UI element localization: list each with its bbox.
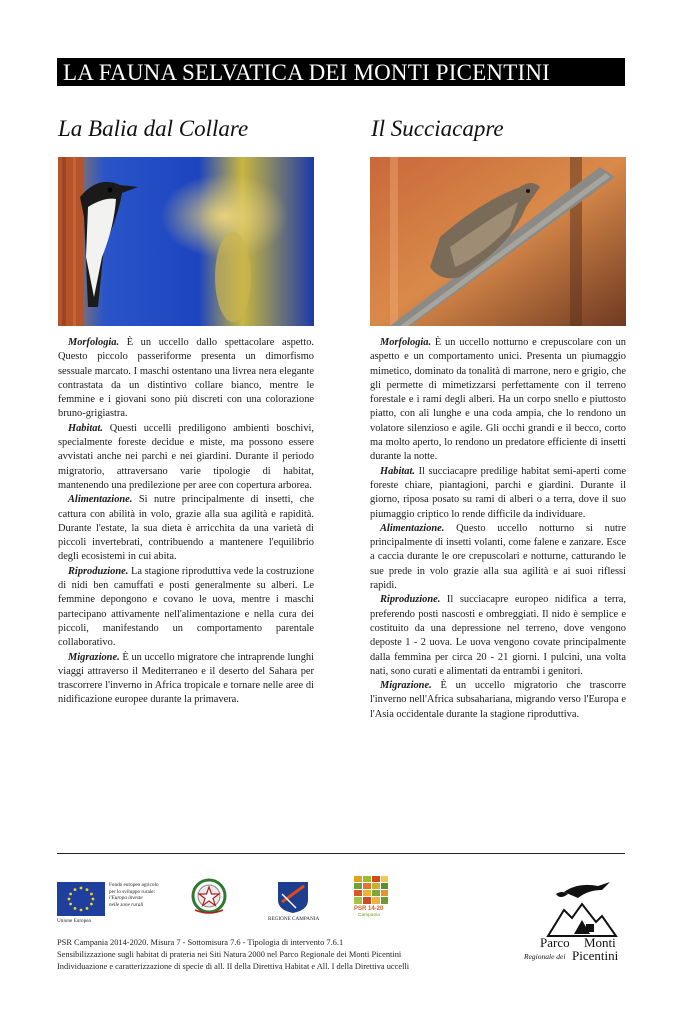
psr-mosaic-icon [354,876,388,904]
italian-republic-emblem [190,876,230,926]
psr-logo [354,876,394,926]
funding-line: Sensibilizzazione sugli habitat di prateria nei Siti Natura 2000 nel Parco Regionale dei Monti Picentini [57,950,402,959]
paragraph-habitat: Habitat. Il succiacapre predilige habitat semi-aperti come foreste chiare, piantagioni, parchi e giardini. Durante il giorno, riposa posato su rami di alberi o a terra, dove il suo piumaggio criptico lo rende difficile da individuare. [370,465,626,520]
section-label: Alimentazione [68,494,130,506]
section-text: Si nutre principalmente di insetti, che cattura con abilità in volo, grazie alla sua agilità e rapidità. Durante l'estate, la sua dieta è arricchita da una varietà di piccoli invertebrati, contribuendo a mantenere l'equilibrio degli ecosistemi in cui abita. [58,494,314,563]
park-logo-parco: Parco [540,935,570,950]
section-text: È un uccello notturno e crepuscolare con un aspetto e un comportamento unici. Presenta un piumaggio mimetico, dominato da tonalità di marrone, nero e grigio, che gli permette di mimetizzarsi perfettamente con il terreno forestale e i rami degli alberi. Ha un corpo snello e piuttosto piatto, con ali lunghe e una coda ampia, che lo rendono un volatore silenzioso e agile. Gli occhi grandi e il becco, corto ma molto aperto, lo rendono un predatore efficiente di insetti durante la notte. [370,337,626,463]
section-text: Il succiacapre europeo nidifica a terra, preferendo posti nascosti e ombreggiati. Il nido è semplice e costituito da una depressione nel terreno, dove vengono deposte 1 - 2 uova. Le uova vengono covate principalmente dalla femmina per circa 20 - 21 giorni. I pulcini, una volta nati, sono curati e alimentati da entrambi i genitori. [370,594,626,677]
left-column-title: La Balia dal Collare [58,116,249,141]
section-label: Habitat [68,422,101,434]
paragraph-migrazione: Migrazione. È un uccello migratorio che trascorre l'inverno nell'Africa subsahariana, migrando verso l'Europa e l'Asia occidentale durante la stagione riproduttiva. [370,680,626,720]
succiacapre-photo [370,157,626,326]
section-text: La stagione riproduttiva vede la costruzione di nidi ben camuffati e posti generalmente su alberi. Le femmine depongono e covano le uova, mentre i maschi partecipano attivamente nell'alimentazione e nella cura dei piccoli, manifestando un comportamento parentale collaborativo. [58,565,314,649]
paragraph-habitat: Habitat. Questi uccelli prediligono ambienti boschivi, specialmente foreste decidue e miste, ma possono essere avvistati anche nei parchi e nei giardini. Durante il periodo migratorio, attraversano varie tipologie di habitat, mantenendo una predilezione per aree con copertura arborea. [58,422,314,491]
eu-fund-line: Fondo europeo agricolo [109,882,159,888]
funding-info [57,937,409,973]
section-text: Il succiacapre predilige habitat semi-aperti come foreste chiare, piantagioni, parchi e giardini. Durante il giorno, riposa posato su rami di alberi o a terra, dove il suo piumaggio criptico lo rende difficile da individuare. [370,465,626,520]
footer-divider [57,853,625,854]
paragraph-riproduzione: Riproduzione. La stagione riproduttiva vede la costruzione di nidi ben camuffati e posti generalmente su alberi. Le femmine depongono e covano le uova, mentre i maschi partecipano attivamente nell'alimentazione e nella cura dei piccoli, manifestando un comportamento parentale collaborativo. [58,565,314,649]
section-text: Questi uccelli prediligono ambienti boschivi, specialmente foreste decidue e miste, ma possono essere avvistati anche nei parchi e nei giardini. Durante il periodo migratorio, attraversano varie tipologie di habitat, mantenendo una predilezione per aree con copertura arborea. [58,422,314,491]
section-label: Riproduzione [68,565,126,577]
park-logo-regionale: Regionale dei [524,952,566,961]
campania-shield-icon [276,880,310,914]
paragraph-morfologia: Morfologia. È un uccello dallo spettacolare aspetto. Questo piccolo passeriforme presenta un dimorfismo sessuale marcato. I maschi ostentano una livrea nera elegante contrastata da un distintivo collare bianco, mentre le femmine e i giovani sono più discreti con una colorazione bruno-grigiastra. [58,337,314,420]
park-logo-monti: Monti [584,935,616,950]
section-text: Questo uccello notturno si nutre principalmente di insetti volanti, come falene e zanzare. Esce a caccia durante le ore crepuscolari e notturne, catturando le sue prede in volo grazie alla sua agilità e ai suoi riflessi rapidi. [370,522,626,592]
section-text: È un uccello migratorio che trascorre l'inverno nell'Africa subsahariana, migrando verso l'Europa e l'Asia occidentale durante la stagione riproduttiva. [370,680,626,720]
parco-monti-picentini-logo [520,880,630,970]
psr-sub: Campania [358,913,380,918]
eu-logo [57,876,177,926]
star-emblem-icon [190,876,228,916]
paragraph-riproduzione: Riproduzione. Il succiacapre europeo nidifica a terra, preferendo posti nascosti e ombreggiati. Il nido è semplice e costituito da una depressione nel terreno, dove vengono deposte 1 - 2 uova. Le uova vengono covate principalmente dalla femmina per circa 20 - 21 giorni. I pulcini, una volta nati, sono curati e alimentati da entrambi i genitori. [370,594,626,677]
right-text-column [370,336,626,722]
left-text-column [58,336,314,708]
section-text: È un uccello dallo spettacolare aspetto. Questo piccolo passeriforme presenta un dimorfismo sessuale marcato. I maschi ostentano una livrea nera elegante contrastata da un distintivo collare bianco, mentre le femmine e i giovani sono più discreti con una colorazione bruno-grigiastra. [58,337,314,420]
section-label: Riproduzione [380,594,438,606]
section-label: Morfologia [380,337,429,348]
section-text: È un uccello migratore che intraprende lunghi viaggi attraverso il Mediterraneo e il deserto del Sahara per trascorrere l'inverno in Africa tropicale e tornare nelle aree di nidificazione europee durante la primavera. [58,651,315,706]
eagle-mountain-icon [538,880,618,938]
eu-caption: Unione Europea [57,918,91,924]
paragraph-alimentazione: Alimentazione. Questo uccello notturno si nutre principalmente di insetti volanti, come falene e zanzare. Esce a caccia durante le ore crepuscolari e notturne, catturando le sue prede in volo grazie alla sua agilità e ai suoi riflessi rapidi. [370,522,626,592]
park-logo-picentini: Picentini [572,948,619,963]
paragraph-morfologia: Morfologia. È un uccello notturno e crepuscolare con un aspetto e un comportamento unici. Presenta un piumaggio mimetico, dominato da tonalità di marrone, nero e grigio, che gli permette di mimetizzarsi perfettamente con il terreno forestale e i rami degli alberi. Ha un corpo snello e piuttosto piatto, con ali lunghe e una coda ampia, che lo rendono un volatore silenzioso e agile. Gli occhi grandi e il becco, corto ma molto aperto, lo rendono un predatore efficiente di insetti durante la notte. [370,337,626,463]
section-label: Habitat [380,465,413,477]
eu-fund-line: nelle zone rurali [109,901,144,908]
balia-photo [58,157,314,326]
funding-line: Individuazione e caratterizzazione di specie di all. II della Direttiva Habitat e All. I della Direttiva uccelli [57,962,410,971]
paragraph-alimentazione: Alimentazione. Si nutre principalmente di insetti, che cattura con abilità in volo, grazie alla sua agilità e rapidità. Durante l'estate, la sua dieta è arricchita da una varietà di piccoli invertebrati, contribuendo a mantenere l'equilibrio degli ecosistemi in cui abita. [58,494,314,563]
section-label: Morfologia [68,337,117,348]
campania-caption: REGIONE CAMPANIA [268,916,320,922]
section-label: Alimentazione [380,522,442,534]
psr-label: PSR 14-20 [354,906,384,912]
section-label: Migrazione [68,651,118,663]
paragraph-migrazione: Migrazione. È un uccello migratore che intraprende lunghi viaggi attraverso il Mediterraneo e il deserto del Sahara per trascorrere l'inverno in Africa tropicale e tornare nelle aree di nidificazione europee durante la primavera. [58,651,315,706]
eu-fund-line: per lo sviluppo rurale: [109,888,155,895]
page-title: LA FAUNA SELVATICA DEI MONTI PICENTINI [63,60,550,85]
title-banner [57,58,625,86]
regione-campania-logo [268,876,318,926]
right-column-title: Il Succiacapre [371,116,504,141]
eu-fund-text [109,882,179,908]
funding-line: PSR Campania 2014-2020. Misura 7 - Sottomisura 7.6 - Tipologia di intervento 7.6.1 [57,938,344,947]
section-label: Migrazione [380,680,430,692]
eu-fund-line: l'Europa investe [109,895,143,901]
eu-flag-icon [57,882,105,916]
